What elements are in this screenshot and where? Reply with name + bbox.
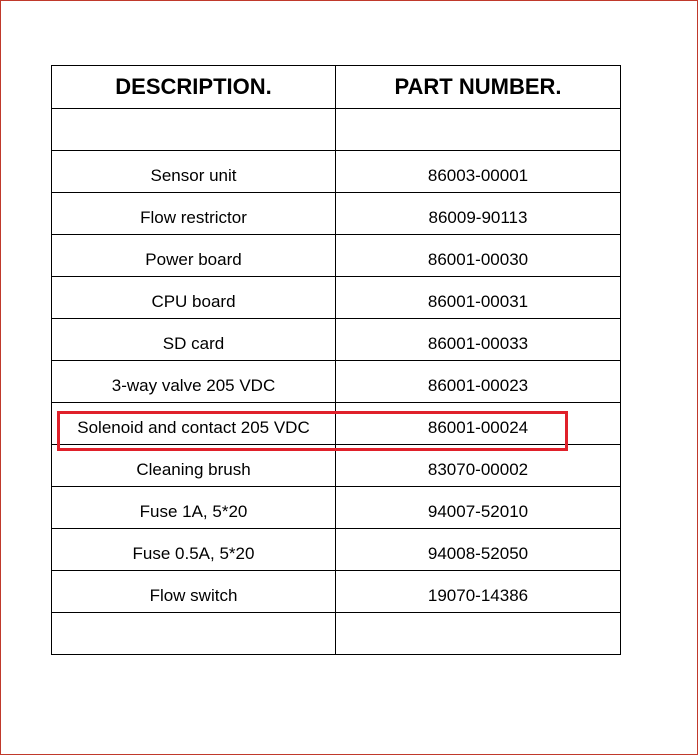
column-header-description: DESCRIPTION.: [52, 66, 336, 109]
table-header-row: [52, 66, 621, 109]
cell-part-number: 86001-00033: [336, 319, 621, 361]
cell-description: Fuse 0.5A, 5*20: [52, 529, 336, 571]
cell-part-number: 83070-00002: [336, 445, 621, 487]
cell-part-number: 86001-00024: [336, 403, 621, 445]
cell-part-number: 86001-00030: [336, 235, 621, 277]
cell-part-number: 86001-00031: [336, 277, 621, 319]
cell-description: CPU board: [52, 277, 336, 319]
table-row: [52, 151, 621, 193]
cell-part-number: [336, 613, 621, 655]
table-row-highlighted: [52, 403, 621, 445]
cell-part-number: 86001-00023: [336, 361, 621, 403]
parts-table: [51, 65, 621, 655]
cell-description: Flow switch: [52, 571, 336, 613]
cell-part-number: 94008-52050: [336, 529, 621, 571]
cell-part-number: 86003-00001: [336, 151, 621, 193]
cell-description: [52, 613, 336, 655]
cell-description: Solenoid and contact 205 VDC: [52, 403, 336, 445]
cell-description: Flow restrictor: [52, 193, 336, 235]
table-row: [52, 109, 621, 151]
cell-description: Sensor unit: [52, 151, 336, 193]
cell-part-number: 86009-90113: [336, 193, 621, 235]
table-row: [52, 529, 621, 571]
table-row: [52, 277, 621, 319]
cell-description: Power board: [52, 235, 336, 277]
table-row: [52, 571, 621, 613]
column-header-part-number: PART NUMBER.: [336, 66, 621, 109]
table-row: [52, 235, 621, 277]
cell-description: 3-way valve 205 VDC: [52, 361, 336, 403]
cell-description: Cleaning brush: [52, 445, 336, 487]
cell-description: [52, 109, 336, 151]
table-row: [52, 193, 621, 235]
cell-part-number: 94007-52010: [336, 487, 621, 529]
table-row: [52, 613, 621, 655]
cell-description: SD card: [52, 319, 336, 361]
cell-part-number: 19070-14386: [336, 571, 621, 613]
table-row: [52, 445, 621, 487]
cell-description: Fuse 1A, 5*20: [52, 487, 336, 529]
table-row: [52, 487, 621, 529]
table-row: [52, 361, 621, 403]
cell-part-number: [336, 109, 621, 151]
table-row: [52, 319, 621, 361]
